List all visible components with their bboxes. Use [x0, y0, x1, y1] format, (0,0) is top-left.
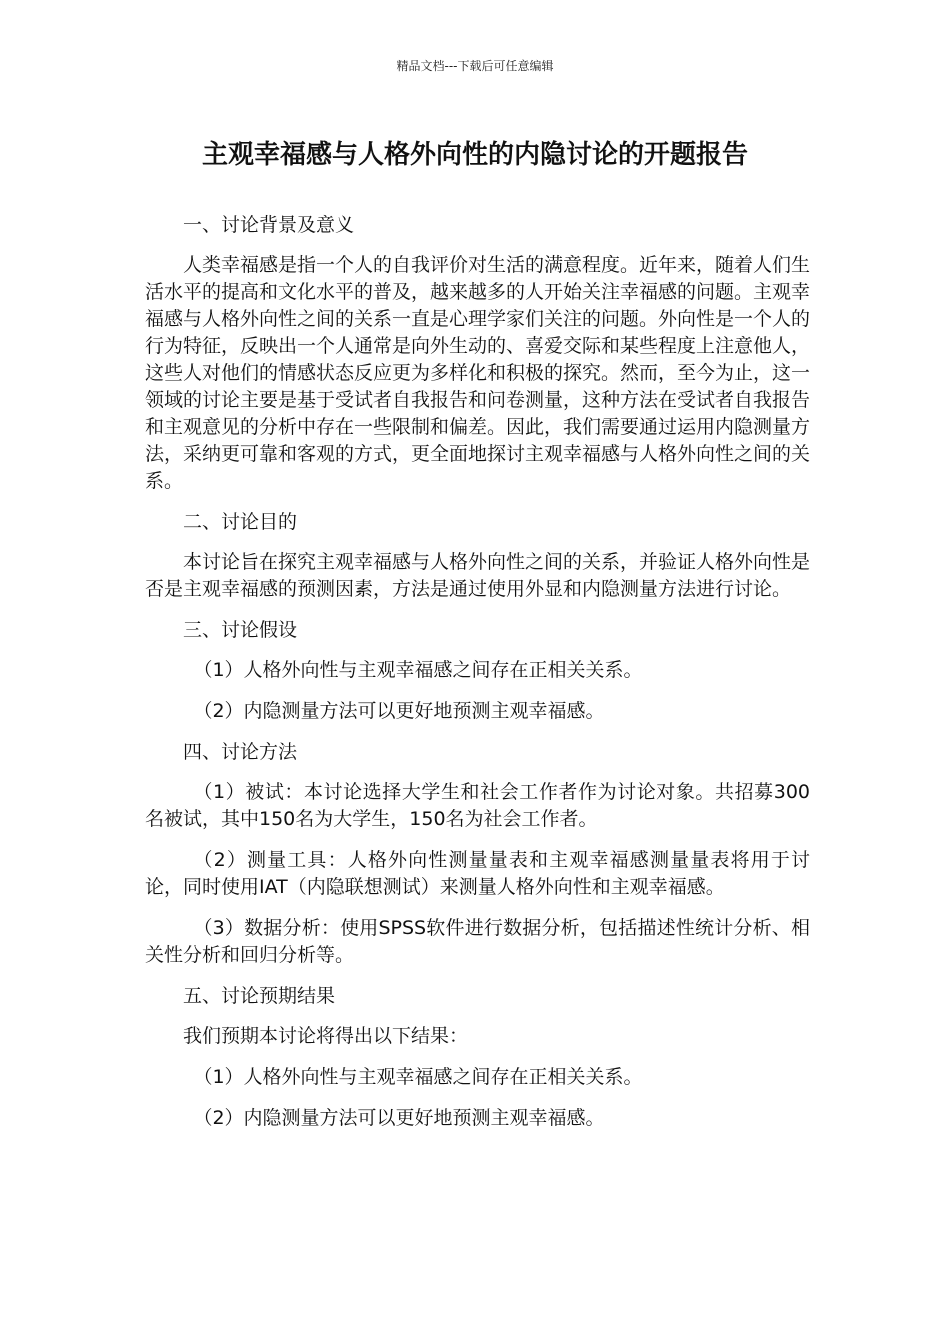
background-paragraph: 人类幸福感是指一个人的自我评价对生活的满意程度。近年来，随着人们生活水平的提高和文化水平的普及，越来越多的人开始关注幸福感的问题。主观幸福感与人格外向性之间的关系一直是心理学家们关注的问题。外向性是一个人的行为特征，反映出一个人通常是向外生动的、喜爱交际和某些程度上注意他人，这些人对他们的情感状态反应更为多样化和积极的探究。然而，至今为止，这一领域的讨论主要是基于受试者自我报告和问卷测量，这种方法在受试者自我报告和主观意见的分析中存在一些限制和偏差。因此，我们需要通过运用内隐测量方法，采纳更可靠和客观的方式，更全面地探讨主观幸福感与人格外向性之间的关系。	[145, 254, 811, 492]
purpose-paragraph: 本讨论旨在探究主观幸福感与人格外向性之间的关系，并验证人格外向性是否是主观幸福感的预测因素，方法是通过使用外显和内隐测量方法进行讨论。	[145, 551, 811, 600]
expected-intro: 我们预期本讨论将得出以下结果：	[183, 1025, 469, 1047]
expected-item: （2）内隐测量方法可以更好地预测主观幸福感。	[193, 1107, 605, 1129]
section-heading-expected: 五、讨论预期结果	[183, 985, 336, 1007]
section-heading-background: 一、讨论背景及意义	[183, 214, 355, 236]
method-item: （1）被试：本讨论选择大学生和社会工作者作为讨论对象。共招募300名被试，其中150名为大学生，150名为社会工作者。	[145, 781, 810, 830]
document-body	[145, 212, 810, 1146]
method-item: （3）数据分析：使用SPSS软件进行数据分析，包括描述性统计分析、相关性分析和回归分析等。	[145, 917, 810, 966]
method-item: （2）测量工具：人格外向性测量量表和主观幸福感测量量表将用于讨论，同时使用IAT（内隐联想测试）来测量人格外向性和主观幸福感。	[145, 849, 810, 898]
hypothesis-item: （2）内隐测量方法可以更好地预测主观幸福感。	[193, 700, 605, 722]
section-heading-hypothesis: 三、讨论假设	[183, 619, 298, 641]
hypothesis-item: （1）人格外向性与主观幸福感之间存在正相关关系。	[193, 659, 643, 681]
section-heading-purpose: 二、讨论目的	[183, 511, 298, 533]
section-heading-methods: 四、讨论方法	[183, 741, 298, 763]
document-title: 主观幸福感与人格外向性的内隐讨论的开题报告	[201, 140, 748, 170]
header-note: 精品文档---下载后可任意编辑	[396, 59, 554, 73]
expected-item: （1）人格外向性与主观幸福感之间存在正相关关系。	[193, 1066, 643, 1088]
